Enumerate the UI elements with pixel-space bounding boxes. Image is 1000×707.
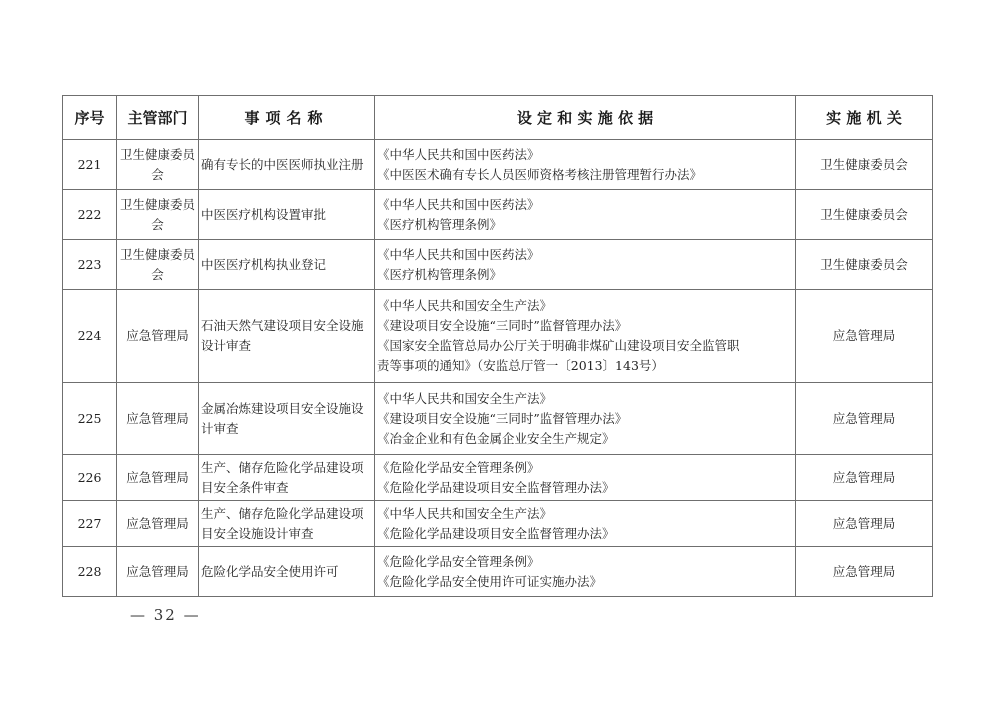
row-item-name: 中医医疗机构设置审批 xyxy=(199,190,375,240)
basis-line: 《冶金企业和有色金属企业安全生产规定》 xyxy=(377,430,615,446)
basis-line: 《医疗机构管理条例》 xyxy=(377,216,503,232)
basis-line: 《中医医术确有专长人员医师资格考核注册管理暂行办法》 xyxy=(377,166,703,182)
row-basis xyxy=(375,383,796,455)
row-agency: 应急管理局 xyxy=(796,547,933,597)
basis-line: 《建设项目安全设施“三同时”监督管理办法》 xyxy=(377,318,628,333)
header-row xyxy=(63,96,933,140)
row-department: 应急管理局 xyxy=(117,383,199,455)
row-agency: 应急管理局 xyxy=(796,383,933,455)
basis-line: 《危险化学品安全管理条例》 xyxy=(377,553,540,569)
basis-line: 《危险化学品建设项目安全监督管理办法》 xyxy=(377,479,615,495)
approval-items-table xyxy=(62,95,933,597)
table-row xyxy=(63,240,933,290)
row-number: 223 xyxy=(63,240,117,290)
basis-line: 责等事项的通知》（安监总厅管一〔2013〕143号） xyxy=(377,358,664,373)
page-number: — 32 — xyxy=(130,606,201,624)
basis-line: 《中华人民共和国中医药法》 xyxy=(377,196,540,212)
basis-line: 《医疗机构管理条例》 xyxy=(377,266,503,282)
row-department: 卫生健康委员会 xyxy=(117,140,199,190)
row-basis xyxy=(375,240,796,290)
row-item-name: 确有专长的中医医师执业注册 xyxy=(199,140,375,190)
row-basis xyxy=(375,455,796,501)
basis-line: 《中华人民共和国安全生产法》 xyxy=(377,390,553,406)
basis-line: 《中华人民共和国安全生产法》 xyxy=(377,505,553,521)
row-department: 卫生健康委员会 xyxy=(117,240,199,290)
row-item-name: 中医医疗机构执业登记 xyxy=(199,240,375,290)
row-item-name: 危险化学品安全使用许可 xyxy=(199,547,375,597)
table-row xyxy=(63,140,933,190)
header-dept: 主管部门 xyxy=(117,96,199,140)
row-basis xyxy=(375,190,796,240)
row-number: 222 xyxy=(63,190,117,240)
row-department: 应急管理局 xyxy=(117,547,199,597)
row-department: 应急管理局 xyxy=(117,501,199,547)
table-row xyxy=(63,383,933,455)
row-basis xyxy=(375,290,796,383)
basis-line: 《建设项目安全设施“三同时”监督管理办法》 xyxy=(377,410,628,426)
table-row xyxy=(63,190,933,240)
row-number: 221 xyxy=(63,140,117,190)
row-agency: 应急管理局 xyxy=(796,455,933,501)
row-number: 226 xyxy=(63,455,117,501)
row-department: 应急管理局 xyxy=(117,290,199,383)
header-num: 序号 xyxy=(63,96,117,140)
row-number: 228 xyxy=(63,547,117,597)
table-row xyxy=(63,290,933,383)
basis-line: 《危险化学品安全使用许可证实施办法》 xyxy=(377,573,603,589)
header-org: 实 施 机 关 xyxy=(796,96,933,140)
row-agency: 卫生健康委员会 xyxy=(796,140,933,190)
row-agency: 应急管理局 xyxy=(796,501,933,547)
basis-line: 《中华人民共和国中医药法》 xyxy=(377,246,540,262)
row-agency: 卫生健康委员会 xyxy=(796,240,933,290)
header-basis: 设 定 和 实 施 依 据 xyxy=(375,96,796,140)
table-header xyxy=(63,96,933,140)
header-item: 事项名称 xyxy=(199,96,375,140)
basis-line: 《危险化学品安全管理条例》 xyxy=(377,459,540,475)
row-department: 应急管理局 xyxy=(117,455,199,501)
row-item-name: 金属冶炼建设项目安全设施设计审查 xyxy=(199,383,375,455)
row-basis xyxy=(375,501,796,547)
basis-line: 《中华人民共和国中医药法》 xyxy=(377,146,540,162)
basis-line: 《危险化学品建设项目安全监督管理办法》 xyxy=(377,525,615,541)
row-number: 227 xyxy=(63,501,117,547)
table-row xyxy=(63,455,933,501)
table-row xyxy=(63,547,933,597)
row-number: 225 xyxy=(63,383,117,455)
table-body xyxy=(63,140,933,597)
table-row xyxy=(63,501,933,547)
row-agency: 卫生健康委员会 xyxy=(796,190,933,240)
row-basis xyxy=(375,547,796,597)
row-item-name: 石油天然气建设项目安全设施设计审查 xyxy=(199,290,375,383)
basis-line: 《中华人民共和国安全生产法》 xyxy=(377,298,553,313)
row-basis xyxy=(375,140,796,190)
row-item-name: 生产、储存危险化学品建设项目安全设施设计审查 xyxy=(199,501,375,547)
row-item-name: 生产、储存危险化学品建设项目安全条件审查 xyxy=(199,455,375,501)
row-agency: 应急管理局 xyxy=(796,290,933,383)
row-department: 卫生健康委员会 xyxy=(117,190,199,240)
basis-line: 《国家安全监管总局办公厅关于明确非煤矿山建设项目安全监管职 xyxy=(377,338,740,353)
row-number: 224 xyxy=(63,290,117,383)
